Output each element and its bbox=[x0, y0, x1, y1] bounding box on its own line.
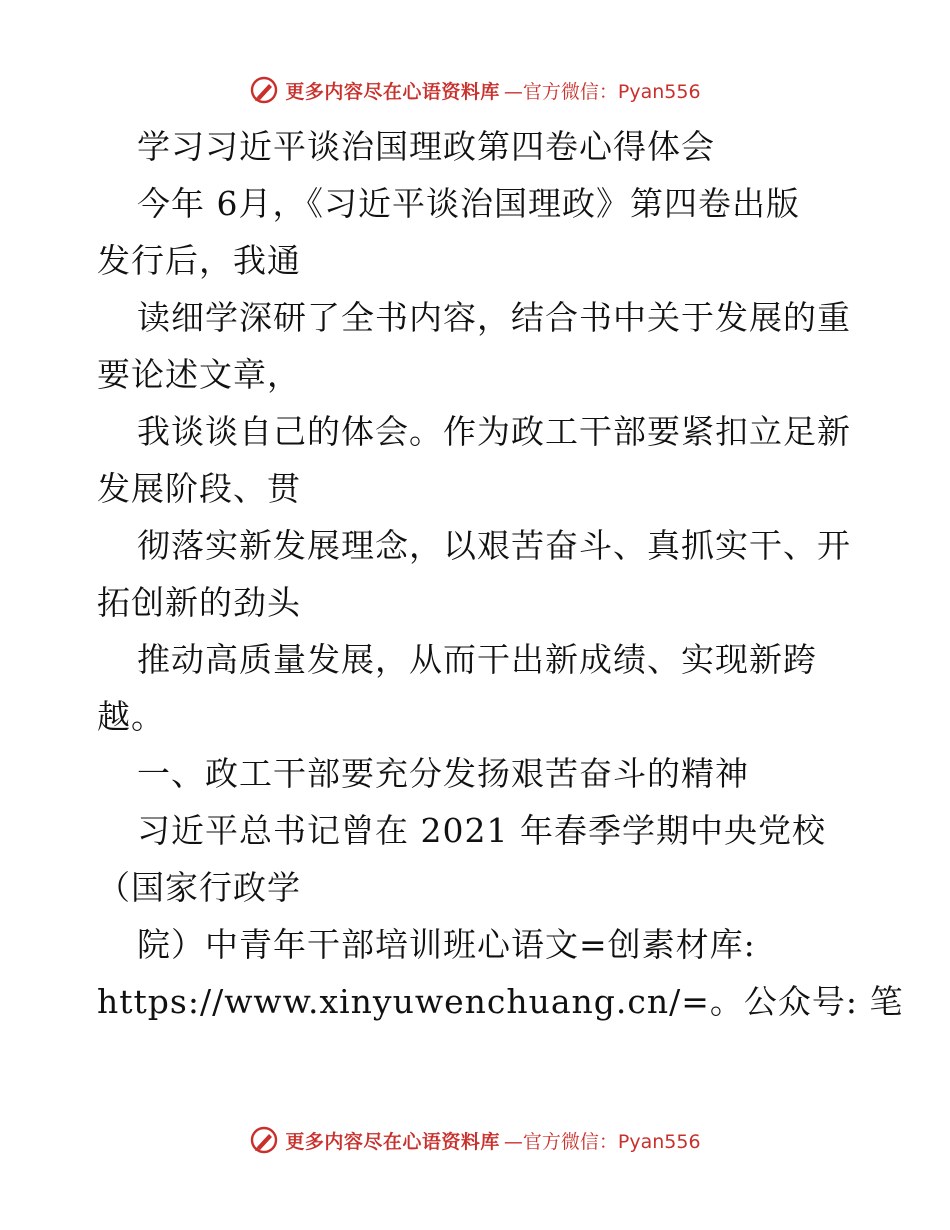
section-heading: 一、政工干部要充分发扬艰苦奋斗的精神 bbox=[137, 754, 749, 793]
text-line: 习近平总书记曾在 2021 年春季学期中央党校 bbox=[137, 811, 826, 850]
text-line: 读细学深研了全书内容，结合书中关于发展的重 bbox=[137, 298, 851, 337]
banner-title: 更多内容尽在心语资料库 bbox=[285, 1130, 500, 1153]
text-line: 越。 bbox=[97, 697, 165, 736]
pen-logo-icon bbox=[249, 75, 279, 105]
document-title: 学习习近平谈治国理政第四卷心得体会 bbox=[137, 127, 715, 166]
text-line: 院）中青年干部培训班心语文=创素材库: bbox=[137, 925, 756, 964]
text-line: 今年 6月，《习近平谈治国理政》第四卷出版 bbox=[137, 184, 800, 223]
url-line: https://www.xinyuwenchuang.cn/=。公众号: 笔 bbox=[97, 982, 904, 1021]
header-banner bbox=[0, 72, 950, 108]
text-line: 彻落实新发展理念，以艰苦奋斗、真抓实干、开 bbox=[137, 526, 851, 565]
text-line: 拓创新的劲头 bbox=[97, 583, 301, 622]
banner-wechat: —官方微信：Pyan556 bbox=[503, 80, 701, 103]
pen-logo-icon bbox=[249, 1125, 279, 1155]
text-line: 发展阶段、贯 bbox=[97, 469, 301, 508]
banner-title: 更多内容尽在心语资料库 bbox=[285, 80, 500, 103]
footer-banner bbox=[0, 1122, 950, 1158]
banner-wechat: —官方微信：Pyan556 bbox=[503, 1130, 701, 1153]
document-body bbox=[97, 118, 904, 1030]
text-line: 推动高质量发展，从而干出新成绩、实现新跨 bbox=[137, 640, 817, 679]
text-line: （国家行政学 bbox=[97, 868, 301, 907]
text-line: 发行后，我通 bbox=[97, 241, 301, 280]
text-line: 要论述文章， bbox=[97, 355, 301, 394]
text-line: 我谈谈自己的体会。作为政工干部要紧扣立足新 bbox=[137, 412, 851, 451]
